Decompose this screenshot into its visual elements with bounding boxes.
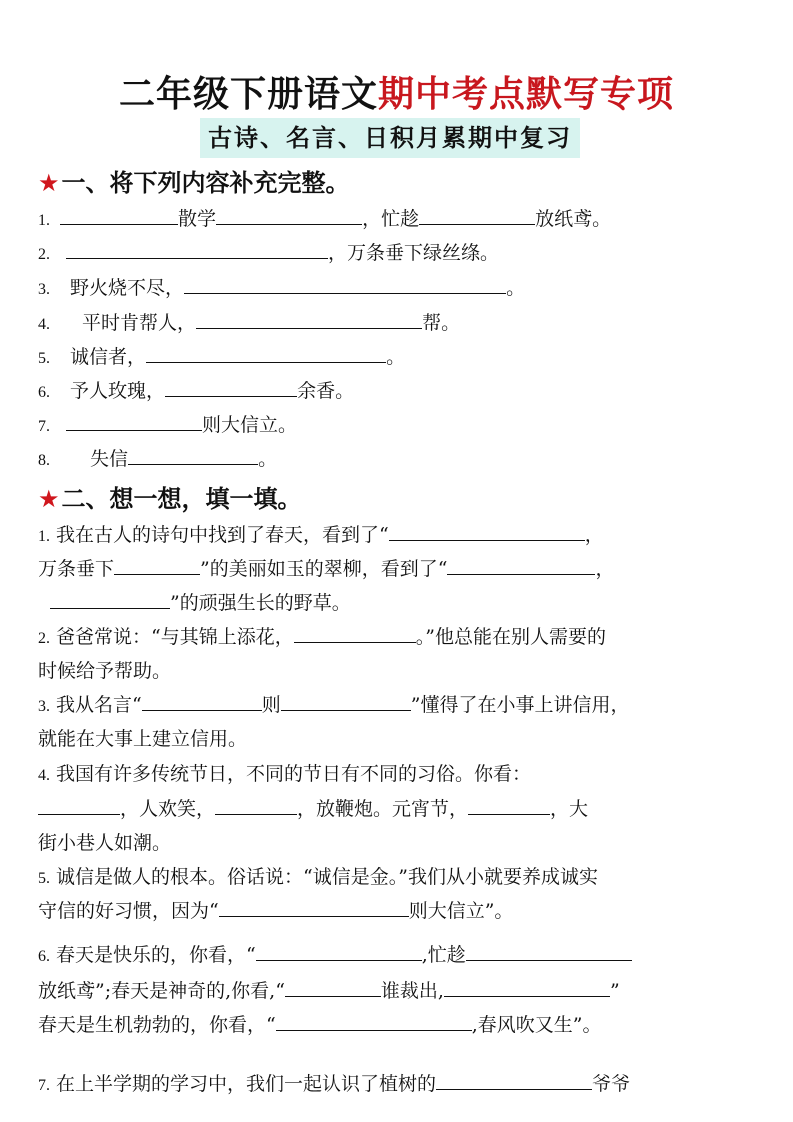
q-text: 在上半学期的学习中，我们一起认识了植树的 [56, 1073, 437, 1095]
item-number: 3. [38, 281, 50, 298]
blank-field[interactable] [50, 590, 170, 609]
item-number: 6. [38, 948, 50, 965]
q2-line-2 [38, 658, 758, 684]
blank-field[interactable] [276, 1012, 472, 1031]
item-text: 散学 [178, 208, 217, 230]
title-part-2: 期中考点默写专项 [378, 74, 675, 115]
item-text: 余香。 [297, 380, 355, 402]
s1-item-1 [38, 206, 758, 234]
blank-field[interactable] [419, 206, 535, 225]
s1-item-2 [38, 240, 758, 268]
q-text: 则 [261, 694, 281, 716]
blank-field[interactable] [60, 206, 178, 225]
page-subtitle: 古诗、名言、日积月累期中复习 [200, 118, 580, 158]
q-text: 。”他总能在别人需要的 [415, 626, 606, 648]
item-text: 失信 [90, 448, 129, 470]
item-number: 8. [38, 452, 50, 469]
q-text: 则大信立”。 [408, 900, 514, 922]
blank-field[interactable] [468, 796, 550, 815]
q2-line-1 [38, 624, 758, 652]
item-text: 帮。 [422, 312, 461, 334]
section-1-heading-text: 一、将下列内容补充完整。 [61, 169, 350, 197]
page-title [0, 66, 793, 117]
q-text: 谁裁出, [380, 980, 444, 1002]
s1-item-6 [38, 378, 758, 406]
q-text: ”的顽强生长的野草。 [170, 592, 351, 614]
s1-item-7 [38, 412, 758, 440]
q-text: ，大 [550, 798, 589, 820]
star-icon: ★ [38, 169, 60, 197]
item-text: 。 [506, 277, 526, 299]
item-number: 2. [38, 246, 50, 263]
item-text: ，忙趁 [362, 208, 420, 230]
item-text: 诚信者， [70, 346, 147, 368]
item-text: 放纸鸢。 [535, 208, 612, 230]
item-text: 则大信立。 [202, 414, 298, 436]
section-1-heading [38, 168, 350, 198]
s1-item-5 [38, 344, 758, 372]
q1-line-1 [38, 522, 758, 550]
q-text: 守信的好习惯，因为“ [38, 900, 219, 922]
blank-field[interactable] [196, 310, 422, 329]
item-text: 。 [258, 448, 278, 470]
s1-item-4 [38, 310, 758, 338]
item-number: 2. [38, 630, 50, 647]
blank-field[interactable] [281, 692, 411, 711]
q-text: ， [584, 524, 604, 546]
q1-line-2 [38, 556, 758, 582]
blank-field[interactable] [256, 942, 422, 961]
blank-field[interactable] [216, 206, 362, 225]
q6-line-3 [38, 1012, 758, 1038]
item-number: 7. [38, 418, 50, 435]
s1-item-3 [38, 275, 758, 303]
q5-line-2 [38, 898, 758, 924]
q6-line-2 [38, 978, 758, 1004]
item-number: 7. [38, 1077, 50, 1094]
q5-line-1 [38, 864, 758, 892]
q1-line-3 [38, 590, 758, 616]
blank-field[interactable] [447, 556, 595, 575]
item-number: 1. [38, 212, 50, 229]
s1-item-8 [38, 446, 758, 474]
blank-field[interactable] [389, 522, 585, 541]
q-text: 时候给予帮助。 [38, 660, 172, 682]
q-text: 就能在大事上建立信用。 [38, 728, 248, 750]
blank-field[interactable] [219, 898, 409, 917]
item-number: 5. [38, 350, 50, 367]
q-text: 春天是快乐的，你看，“ [56, 944, 256, 966]
q-text: ，放鞭炮。元宵节， [297, 798, 469, 820]
blank-field[interactable] [38, 796, 120, 815]
q-text: 我在古人的诗句中找到了春天，看到了“ [56, 524, 389, 546]
q4-line-2 [38, 796, 758, 822]
blank-field[interactable] [285, 978, 381, 997]
q4-line-1 [38, 761, 758, 789]
item-number: 4. [38, 316, 50, 333]
item-number: 6. [38, 384, 50, 401]
q-text: 我从名言“ [56, 694, 142, 716]
q3-line-2 [38, 726, 758, 752]
q-text: ，人欢笑， [120, 798, 216, 820]
q-text: 街小巷人如潮。 [38, 832, 172, 854]
item-number: 1. [38, 528, 50, 545]
q-text: ,忙趁 [421, 944, 466, 966]
q-text: 诚信是做人的根本。俗话说：“诚信是金。”我们从小就要养成诚实 [56, 866, 598, 888]
q-text: ， [595, 558, 615, 580]
q4-line-3 [38, 830, 758, 856]
item-number: 5. [38, 870, 50, 887]
q7-line-1 [38, 1071, 758, 1099]
blank-field[interactable] [146, 344, 386, 363]
q-text: 爷爷 [592, 1073, 631, 1095]
item-text: 平时肯帮人， [82, 312, 197, 334]
blank-field[interactable] [294, 624, 416, 643]
item-text: 予人玫瑰， [70, 380, 166, 402]
blank-field[interactable] [114, 556, 200, 575]
q3-line-1 [38, 692, 758, 720]
q-text: 爸爸常说：“与其锦上添花， [56, 626, 294, 648]
q-text: ”的美丽如玉的翠柳，看到了“ [200, 558, 448, 580]
title-part-1: 二年级下册语文 [118, 74, 378, 115]
section-2-heading [38, 484, 302, 514]
blank-field[interactable] [66, 412, 202, 431]
section-2-heading-text: 二、想一想，填一填。 [61, 485, 302, 513]
blank-field[interactable] [142, 692, 262, 711]
q-text: ” [609, 980, 620, 1002]
item-number: 3. [38, 698, 50, 715]
item-text: 野火烧不尽， [70, 277, 185, 299]
blank-field[interactable] [444, 978, 610, 997]
blank-field[interactable] [66, 240, 328, 259]
q-text: 放纸鸢”;春天是神奇的,你看,“ [38, 980, 285, 1002]
q-text: 我国有许多传统节日，不同的节日有不同的习俗。你看： [56, 763, 532, 785]
q-text: 万条垂下 [38, 558, 115, 580]
item-text: ，万条垂下绿丝绦。 [328, 242, 500, 264]
q6-line-1 [38, 942, 758, 970]
item-number: 4. [38, 767, 50, 784]
q-text: 春天是生机勃勃的，你看，“ [38, 1014, 276, 1036]
item-text: 。 [386, 346, 406, 368]
star-icon: ★ [38, 485, 60, 513]
q-text: ”懂得了在小事上讲信用， [410, 694, 630, 716]
q-text: ,春风吹又生”。 [471, 1014, 602, 1036]
blank-field[interactable] [436, 1071, 592, 1090]
blank-field[interactable] [165, 378, 297, 397]
blank-field[interactable] [128, 446, 258, 465]
blank-field[interactable] [215, 796, 297, 815]
blank-field[interactable] [466, 942, 632, 961]
blank-field[interactable] [184, 275, 506, 294]
